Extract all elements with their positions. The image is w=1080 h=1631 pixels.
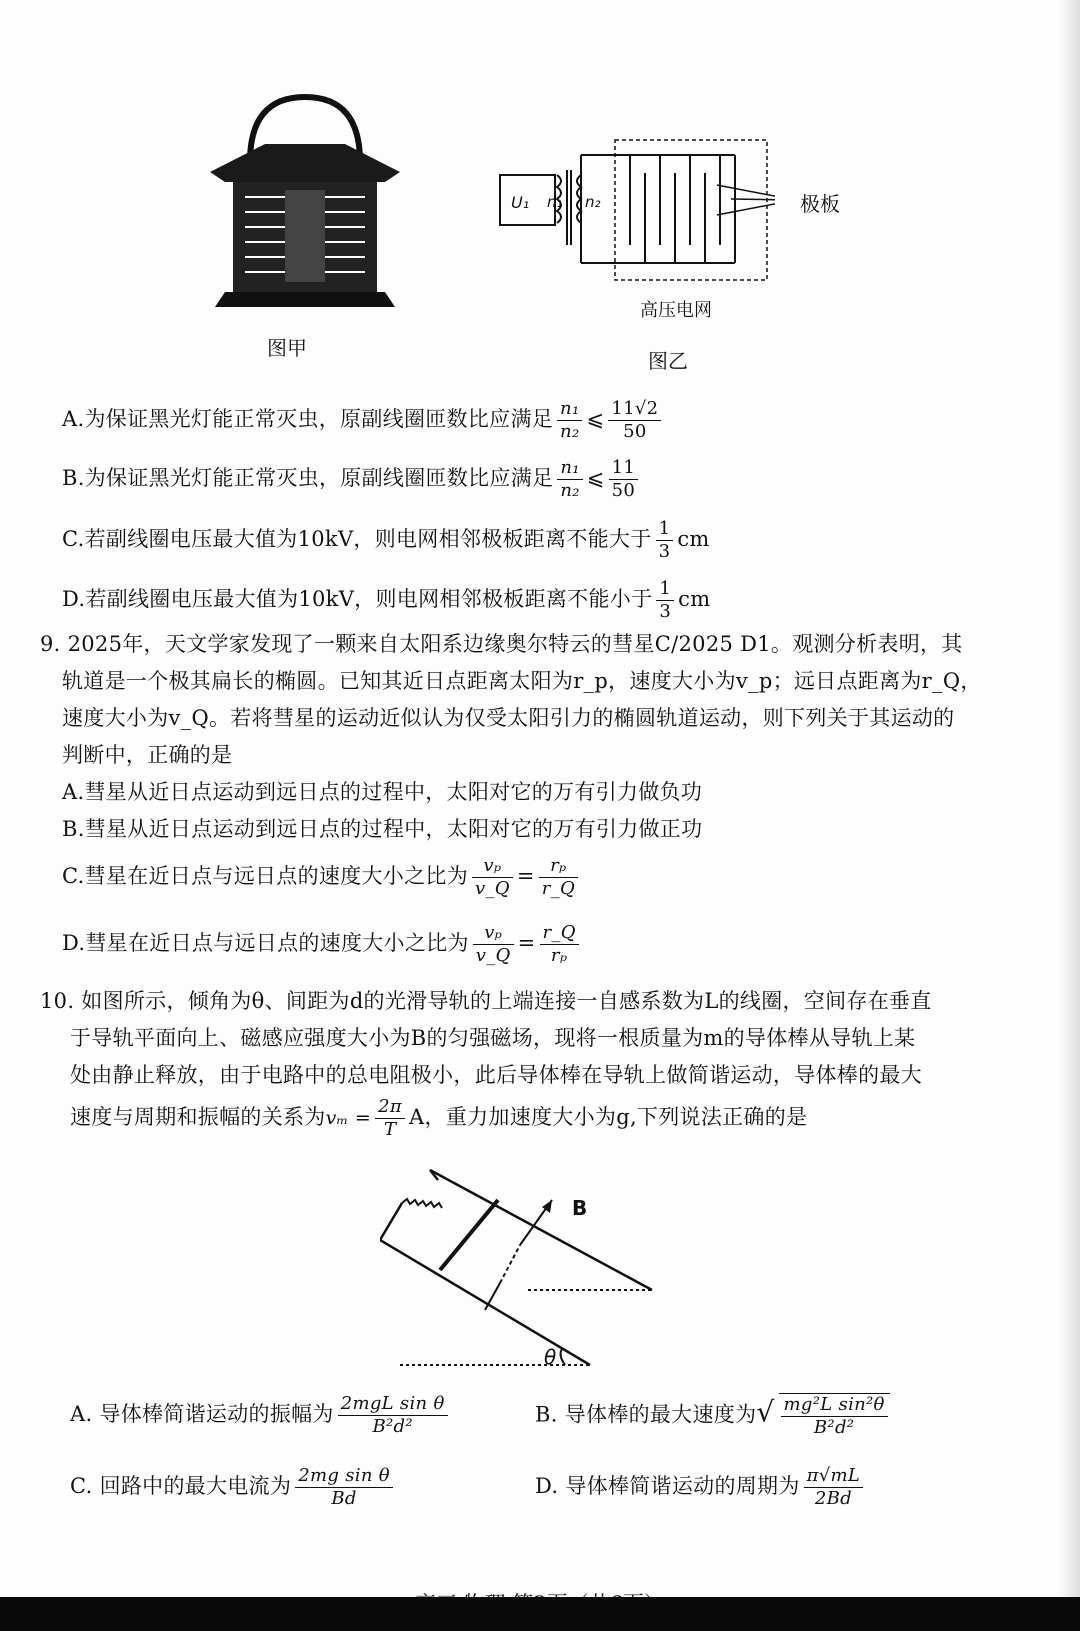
q9-option-d: D.彗星在近日点与远日点的速度大小之比为 $\frac{\text{vₚ}}{v\_Q}$ = $\frac{r\_Q}{\text{rₚ}}$	[62, 922, 583, 967]
q10-option-b: B. 导体棒的最大速度为√ $\frac{\text{mg²L sin²θ}}{\text{B²d²}}$	[535, 1393, 894, 1439]
label-n1: n₁	[547, 193, 563, 211]
label-grid: 高压电网	[640, 300, 712, 321]
q9-option-a: A.彗星从近日点运动到远日点的过程中，太阳对它的万有引力做负功	[62, 780, 703, 804]
figure-a-caption: 图甲	[267, 336, 307, 360]
q9-option-b: B.彗星从近日点运动到远日点的过程中，太阳对它的万有引力做正功	[62, 817, 703, 841]
q10-option-a: A. 导体棒简谐运动的振幅为 $\frac{\text{2mgL sin θ}}{\text{B²d²}}$	[70, 1393, 452, 1438]
q10-option-c: C. 回路中的最大电流为 $\frac{\text{2mg sin θ}}{Bd}$	[70, 1465, 397, 1510]
figure-b-circuit	[495, 135, 775, 290]
q8-option-c: C.若副线圈电压最大值为10kV，则电网相邻极板距离不能大于 $\frac{1}{3}$ cm	[62, 518, 710, 562]
figure-a-lantern	[205, 92, 405, 322]
figure-b-caption: 图乙	[648, 349, 688, 373]
q8-option-d: D.若副线圈电压最大值为10kV，则电网相邻极板距离不能小于 $\frac{1}{3}$ cm	[62, 578, 711, 622]
q10-stem-line4: 速度与周期和振幅的关系为vₘ = $\frac{2\pi}{T}$ A，重力加速度大小为g,下列说法正确的是	[70, 1096, 808, 1140]
q10-stem-line3: 处由静止释放，由于电路中的总电阻极小，此后导体棒在导轨上做简谐运动，导体棒的最大	[70, 1063, 922, 1087]
q9-stem-line3: 速度大小为v_Q。若将彗星的运动近似认为仅受太阳引力的椭圆轨道运动，则下列关于其运动的	[62, 706, 955, 730]
q10-stem-line1: 10. 如图所示，倾角为θ、间距为d的光滑导轨的上端连接一自感系数为L的线圈，空间存在垂直	[40, 989, 932, 1013]
figure-c-incline	[380, 1165, 680, 1375]
q9-stem-line1: 9. 2025年，天文学家发现了一颗来自太阳系边缘奥尔特云的彗星C/2025 D1。观测分析表明，其	[40, 632, 963, 656]
label-b: B	[572, 1196, 588, 1220]
bottom-bar	[0, 1597, 1080, 1631]
label-theta: θ	[544, 1345, 557, 1369]
q9-stem-line2: 轨道是一个极其扁长的椭圆。已知其近日点距离太阳为r_p，速度大小为v_p；远日点距离为r_Q，	[62, 669, 982, 693]
q10-option-d: D. 导体棒简谐运动的周期为 $\frac{\pi√mL}{2Bd}$	[535, 1465, 867, 1510]
q9-option-c: C.彗星在近日点与远日点的速度大小之比为 $\frac{\text{vₚ}}{v\_Q}$ = $\frac{\text{rₚ}}{r\_Q}$	[62, 855, 582, 900]
q9-stem-line4: 判断中，正确的是	[62, 743, 233, 767]
q8-option-b: B.为保证黑光灯能正常灭虫，原副线圈匝数比应满足 $\frac{\text{n₁}}{\text{n₂}}$ ⩽ $\frac{11}{50}$	[62, 457, 642, 502]
page-edge-shadow	[1058, 0, 1080, 1631]
q10-stem-line2: 于导轨平面向上、磁感应强度大小为B的匀强磁场，现将一根质量为m的导体棒从导轨上某	[70, 1026, 916, 1050]
label-n2: n₂	[585, 193, 601, 211]
label-plates: 极板	[800, 192, 840, 216]
label-u1: U₁	[511, 193, 530, 212]
q8-option-a: A.为保证黑光灯能正常灭虫，原副线圈匝数比应满足 $\frac{\text{n₁}}{\text{n₂}}$ ⩽ $\frac{11√2}{50}$	[62, 398, 665, 443]
